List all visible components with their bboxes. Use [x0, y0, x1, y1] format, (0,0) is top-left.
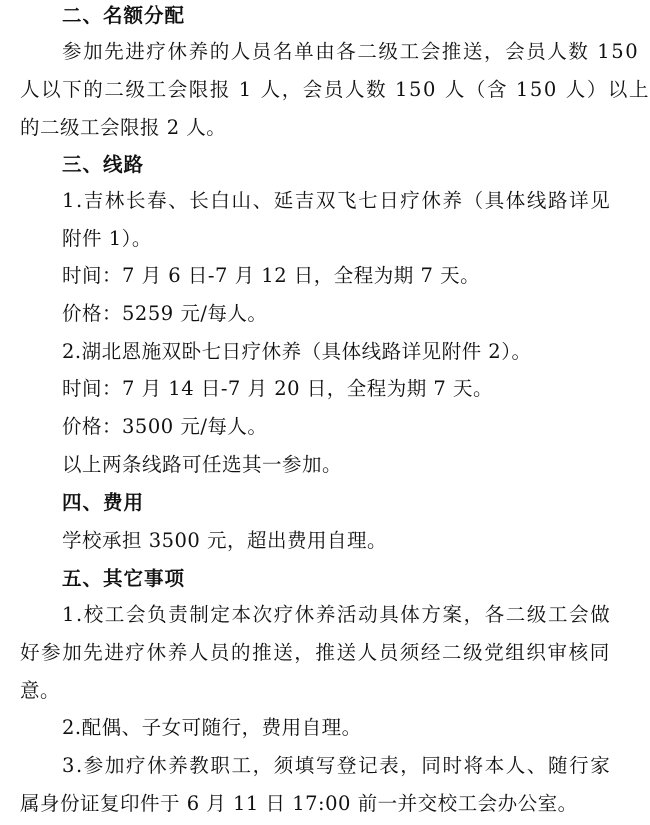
quota-paragraph-line-1: 参加先进疗休养的人员名单由各二级工会推送，会员人数 150: [62, 40, 640, 63]
route2-price: 价格：3500 元/每人。: [62, 415, 268, 438]
other-item1-line-3: 意。: [20, 679, 61, 702]
route1-time: 时间：7 月 6 日-7 月 12 日，全程为期 7 天。: [62, 264, 481, 287]
section-heading-fees: 四、费用: [62, 491, 145, 514]
route1-title-line-1: 1.吉林长春、长白山、延吉双飞七日疗休养（具体线路详见: [62, 189, 612, 212]
route2-time: 时间：7 月 14 日-7 月 20 日，全程为期 7 天。: [62, 377, 494, 400]
other-item3-line-1: 3.参加疗休养教职工，须填写登记表，同时将本人、随行家: [62, 754, 612, 777]
other-item1-line-2: 好参加先进疗休养人员的推送，推送人员须经二级党组织审核同: [20, 641, 611, 664]
route1-title-line-2: 附件 1）。: [62, 227, 152, 250]
section-heading-other: 五、其它事项: [62, 567, 186, 590]
quota-paragraph-line-2: 人以下的二级工会限报 1 人，会员人数 150 人（含 150 人）以上: [20, 78, 650, 101]
other-item1-line-1: 1.校工会负责制定本次疗休养活动具体方案，各二级工会做: [62, 603, 612, 626]
other-item3-line-2: 属身份证复印件于 6 月 11 日 17:00 前一并交校工会办公室。: [20, 792, 578, 815]
other-item2: 2.配偶、子女可随行，费用自理。: [62, 716, 362, 739]
section-heading-quota: 二、名额分配: [62, 4, 186, 27]
fees-text: 学校承担 3500 元，超出费用自理。: [62, 529, 388, 552]
route1-price: 价格：5259 元/每人。: [62, 302, 268, 325]
quota-paragraph-line-3: 的二级工会限报 2 人。: [20, 116, 227, 139]
route-choice-note: 以上两条线路可任选其一参加。: [62, 453, 343, 476]
route2-title: 2.湖北恩施双卧七日疗休养（具体线路详见附件 2）。: [62, 340, 532, 363]
section-heading-routes: 三、线路: [62, 153, 145, 176]
